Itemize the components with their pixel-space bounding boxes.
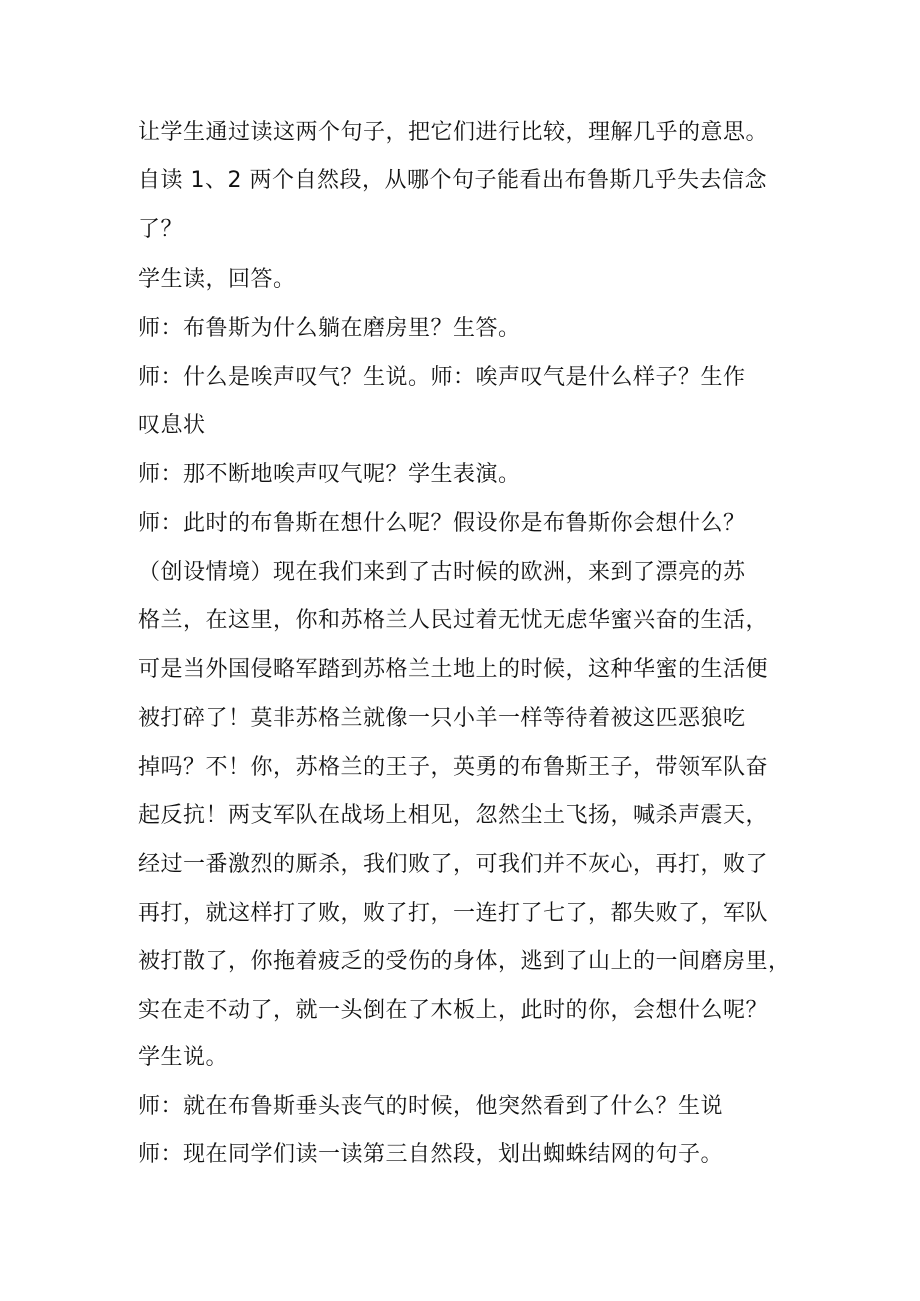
text-line: 被打散了，你拖着疲乏的受伤的身体，逃到了山上的一间磨房里， — [138, 949, 791, 974]
text-line: 学生说。 — [138, 1045, 229, 1070]
text-line: 了？ — [138, 217, 184, 242]
text-line: 格兰，在这里，你和苏格兰人民过着无忧无虑华蜜兴奋的生活， — [138, 608, 769, 633]
text-line: 师：此时的布鲁斯在想什么呢？假设你是布鲁斯你会想什么？ — [138, 511, 746, 536]
text-line: 师：什么是唉声叹气？生说。师：唉声叹气是什么样子？生作 — [138, 365, 746, 390]
text-line: 可是当外国侵略军踏到苏格兰土地上的时候，这种华蜜的生活便 — [138, 657, 769, 682]
text-line: 被打碎了！莫非苏格兰就像一只小羊一样等待着被这匹恶狼吃 — [138, 706, 746, 731]
text-line: 让学生通过读这两个句子，把它们进行比较，理解几乎的意思。 — [138, 120, 769, 145]
text-line: 叹息状 — [138, 413, 206, 438]
text-line: 师：布鲁斯为什么躺在磨房里？生答。 — [138, 316, 521, 341]
text-line: 师：就在布鲁斯垂头丧气的时候，他突然看到了什么？生说 — [138, 1094, 724, 1119]
text-line: 再打，就这样打了败，败了打，一连打了七了，都失败了，军队 — [138, 901, 769, 926]
text-line: 实在走不动了，就一头倒在了木板上，此时的你，会想什么呢？ — [138, 998, 769, 1023]
text-line: 自读 1、2 两个自然段，从哪个句子能看出布鲁斯几乎失去信念 — [138, 168, 767, 193]
text-line: 经过一番激烈的厮杀，我们败了，可我们并不灰心，再打，败了 — [138, 852, 769, 877]
text-line: （创设情境）现在我们来到了古时候的欧洲，来到了漂亮的苏 — [138, 560, 746, 585]
text-line: 师：那不断地唉声叹气呢？学生表演。 — [138, 462, 521, 487]
text-line: 师：现在同学们读一读第三自然段，划出蜘蛛结网的句子。 — [138, 1142, 724, 1167]
text-line: 掉吗？不！你，苏格兰的王子，英勇的布鲁斯王子，带领军队奋 — [138, 755, 769, 780]
text-line: 起反抗！两支军队在战场上相见，忽然尘土飞扬，喊杀声震天， — [138, 803, 769, 828]
text-line: 学生读，回答。 — [138, 267, 296, 292]
